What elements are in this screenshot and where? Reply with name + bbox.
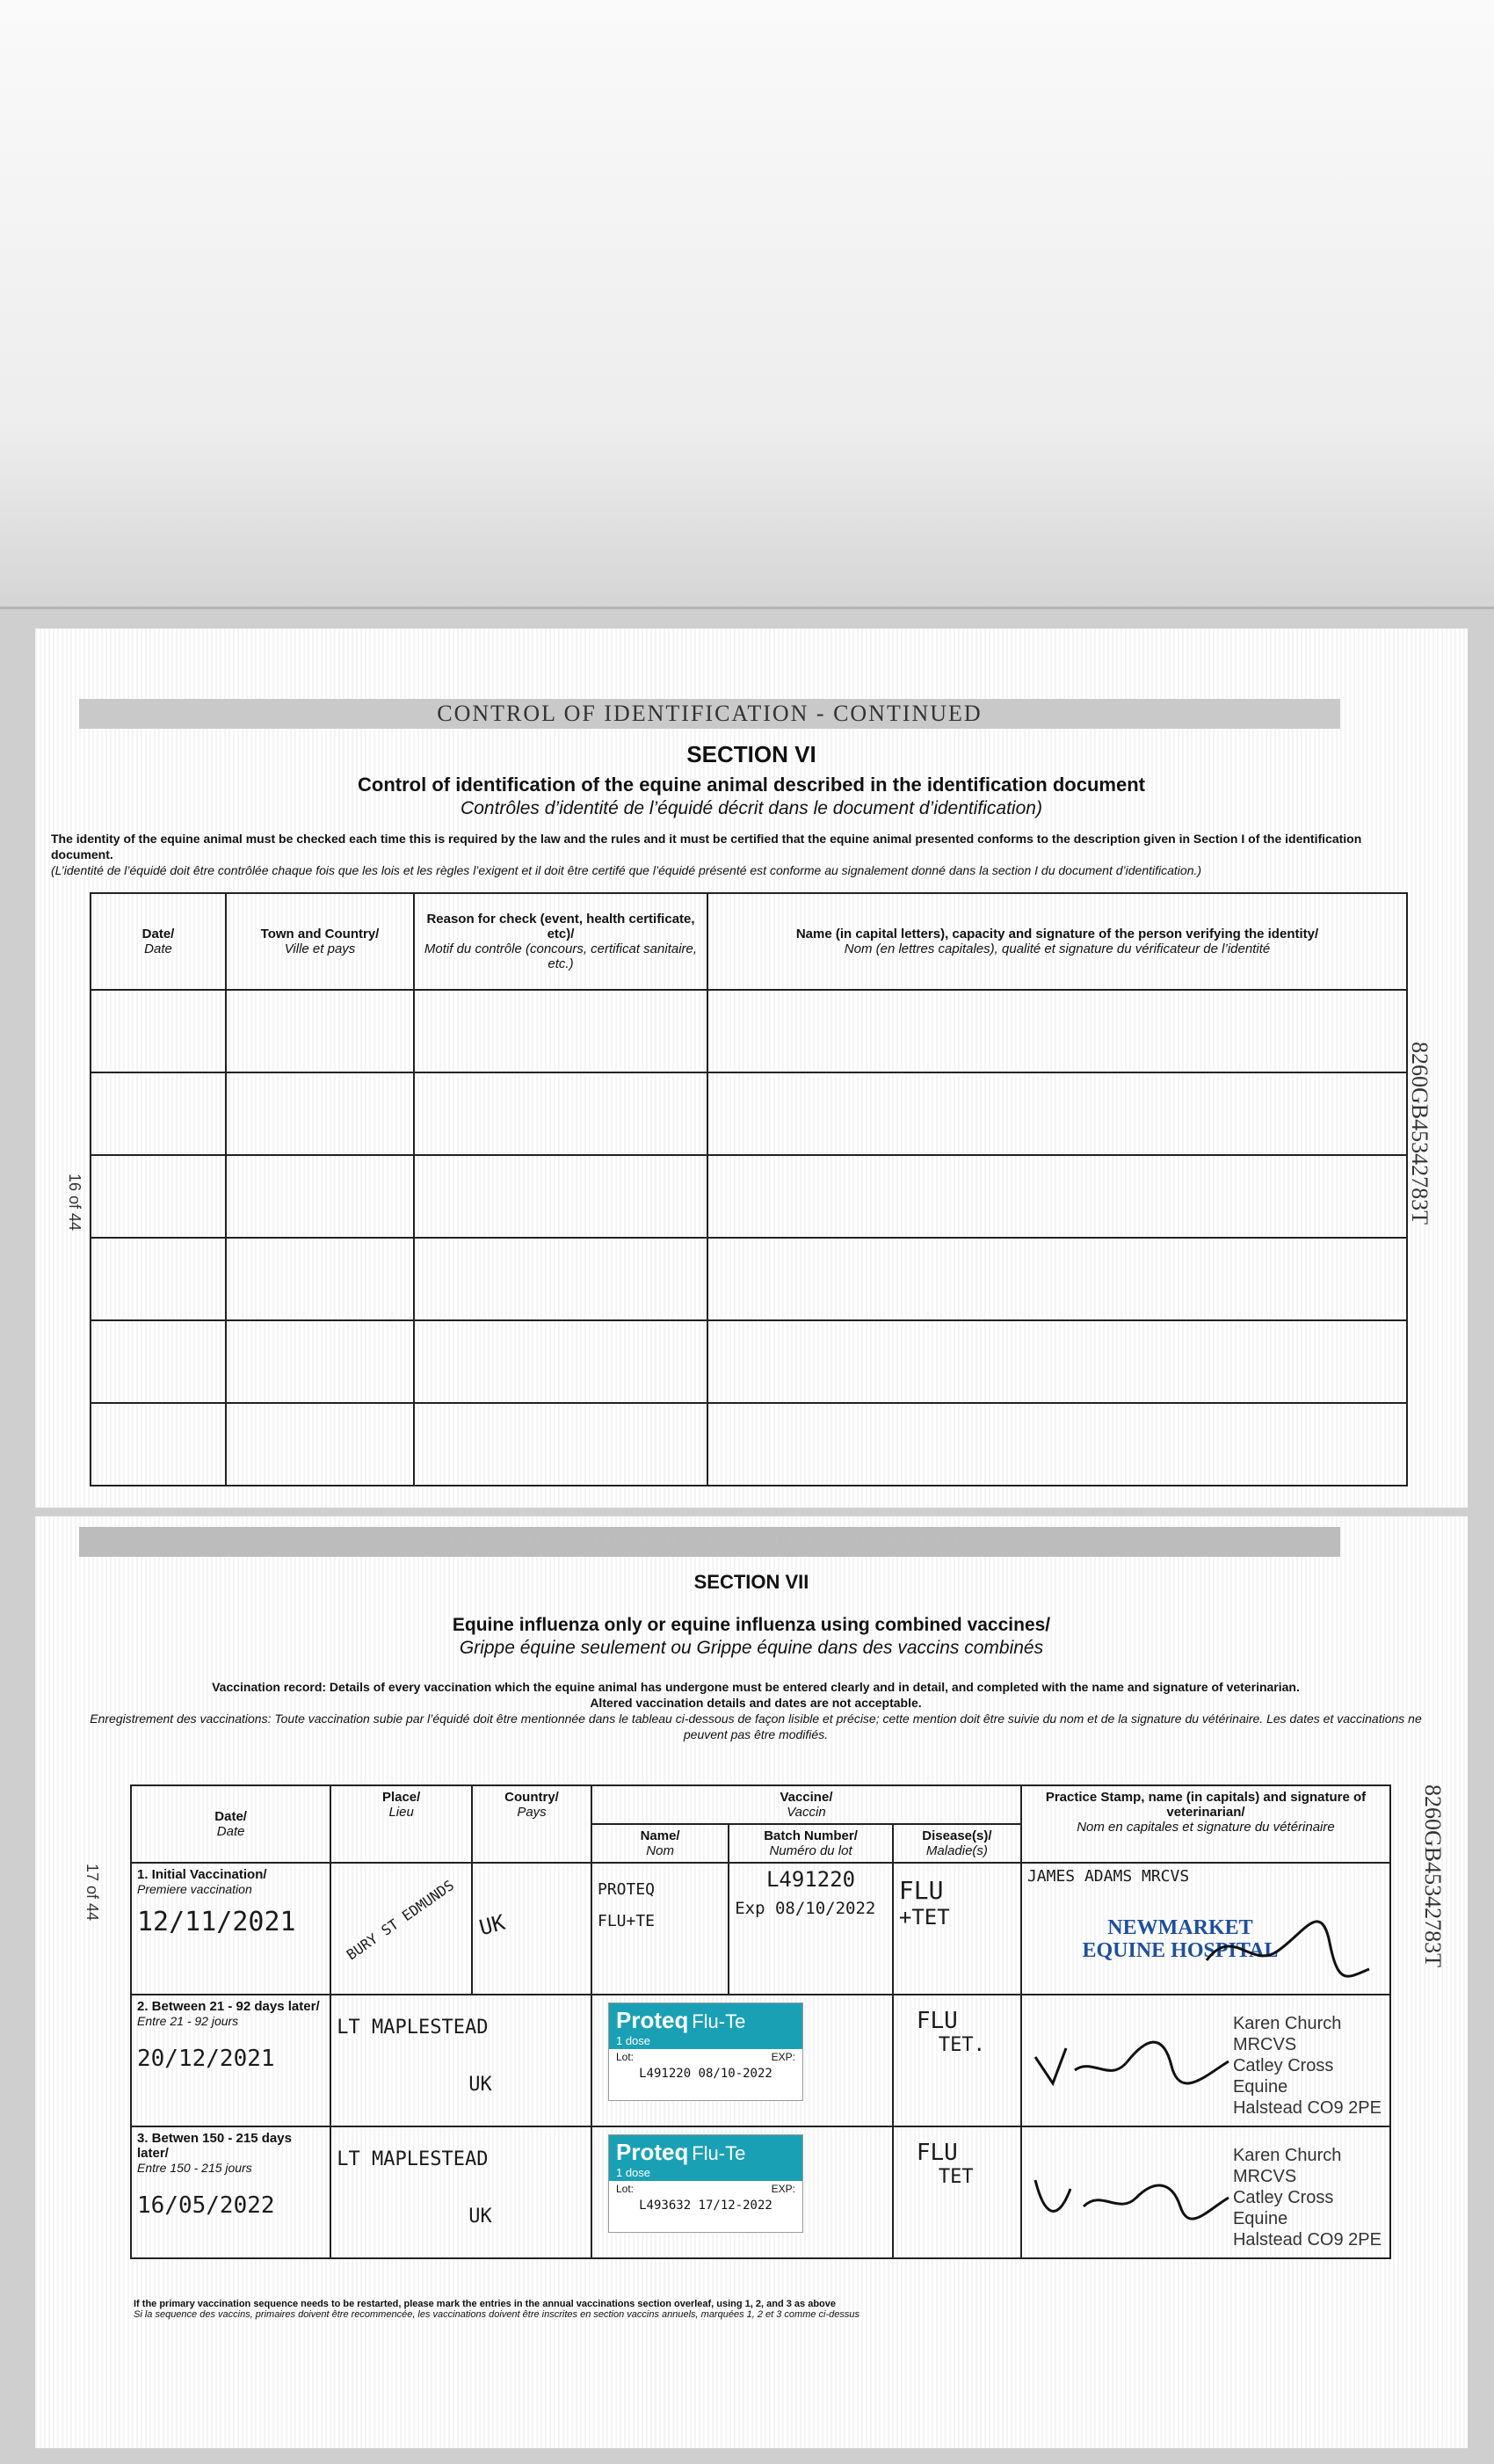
scanner-background xyxy=(0,0,1494,615)
identity-check-table xyxy=(90,892,1408,1486)
place-value: LT MAPLESTEAD xyxy=(337,2148,489,2170)
practice-stamp: NEWMARKET EQUINE HOSPITAL xyxy=(1082,1916,1279,1962)
passport-number: 8260GB45342783T xyxy=(1407,1042,1432,1225)
cell[interactable] xyxy=(707,1403,1407,1486)
signature-mark xyxy=(1031,2162,1233,2233)
header-place: Place/ Lieu xyxy=(330,1785,472,1863)
header-vaccine: Vaccine/ Vaccin xyxy=(591,1785,1021,1824)
vaccination-date: 16/05/2022 xyxy=(137,2192,275,2219)
country-cell[interactable] xyxy=(472,1863,591,1995)
intro-text xyxy=(79,1679,1432,1742)
intro-en: Vaccination record: Details of every vaccination which the equine animal has undergone must be entered clearly and in detail, and completed with the name and signature of veterinarian. xyxy=(212,1680,1300,1694)
cell[interactable] xyxy=(91,1155,226,1238)
cell[interactable] xyxy=(414,1238,707,1320)
header-vaccine-name: Name/ Nom xyxy=(591,1824,729,1863)
vaccine-name-cell[interactable] xyxy=(591,1863,729,1995)
cell[interactable] xyxy=(91,1403,226,1486)
place-value: LT MAPLESTEAD xyxy=(337,2017,489,2039)
vaccine-sticker xyxy=(608,2002,803,2101)
sticker-header xyxy=(609,2003,802,2049)
header-date: Date/ Date xyxy=(91,893,226,990)
cell[interactable] xyxy=(91,1238,226,1320)
disease-1: FLU xyxy=(898,1876,944,1905)
vaccination-table xyxy=(130,1784,1391,2259)
disease-cell[interactable] xyxy=(893,1863,1021,1995)
place-cell[interactable] xyxy=(330,1863,472,1995)
intro-en-2: Altered vaccination details and dates are not acceptable. xyxy=(590,1696,922,1710)
section-heading: SECTION VII xyxy=(693,1571,809,1593)
country-value: UK xyxy=(476,1909,508,1941)
table-row xyxy=(91,1238,1407,1320)
vaccine-label-cell[interactable] xyxy=(591,1995,893,2126)
table-row xyxy=(131,2126,1390,2258)
row-label: 1. Initial Vaccination/ Premiere vaccination xyxy=(137,1867,267,1896)
date-cell[interactable] xyxy=(131,1995,330,2126)
page-banner: VACCINATIONS OR ADOPTING EQUINE INFLUENZA xyxy=(79,1527,1340,1557)
sticker-values: L493632 17/12-2022 xyxy=(639,2199,772,2213)
stamp-cell[interactable] xyxy=(1021,1863,1390,1995)
vet-name: JAMES ADAMS MRCVS xyxy=(1026,1867,1190,1886)
sticker-dose: 1 dose xyxy=(615,2166,651,2179)
cell[interactable] xyxy=(414,1320,707,1403)
vaccine-name-2: FLU+TE xyxy=(597,1912,656,1930)
place-country-cell[interactable] xyxy=(330,2126,591,2258)
header-stamp: Practice Stamp, name (in capitals) and signature of veterinarian/ Nom en capitales et signature du vétérinaire xyxy=(1021,1785,1390,1863)
sticker-brand: Proteq xyxy=(615,2139,689,2165)
table-row xyxy=(91,1155,1407,1238)
disease-cell[interactable] xyxy=(893,1995,1021,2126)
disease-cell[interactable] xyxy=(893,2126,1021,2258)
sticker-dose: 1 dose xyxy=(615,2034,651,2047)
country-value: UK xyxy=(468,2206,492,2228)
vaccine-label-cell[interactable] xyxy=(591,2126,893,2258)
disease-2: TET. xyxy=(938,2034,985,2056)
page-banner: CONTROL OF IDENTIFICATION - CONTINUED xyxy=(79,699,1340,729)
intro-fr: (L’identité de l’équidé doit être contrôlée chaque fois que les lois et les règles l’exigent et il doit être certifé que l’équidé présenté est conforme au signalement donné dans la section I du document d’identification.) xyxy=(51,863,1202,877)
table-row xyxy=(91,1072,1407,1155)
table-header-row xyxy=(91,893,1407,990)
place-value: BURY ST EDMUNDS xyxy=(344,1876,458,1964)
country-value: UK xyxy=(468,2074,492,2096)
vaccination-date: 20/12/2021 xyxy=(137,2046,275,2072)
table-row xyxy=(131,1995,1390,2126)
header-town: Town and Country/ Ville et pays xyxy=(226,893,414,990)
batch-cell[interactable] xyxy=(729,1863,893,1995)
cell[interactable] xyxy=(414,1403,707,1486)
cell[interactable] xyxy=(226,990,414,1072)
sticker-product: Flu-Te xyxy=(692,2010,746,2032)
table-header-row xyxy=(131,1785,1390,1824)
cell[interactable] xyxy=(414,990,707,1072)
page-section-vii xyxy=(35,1516,1468,2448)
header-reason: Reason for check (event, health certificate, etc)/ Motif du contrôle (concours, certificat sanitaire, etc.) xyxy=(414,893,707,990)
disease-1: FLU xyxy=(916,2008,958,2034)
vaccine-sticker xyxy=(608,2134,803,2233)
footer-en: If the primary vaccination sequence needs to be restarted, please mark the entries in the annual vaccinations section overleaf, using 1, 2, and 3 as above xyxy=(134,2299,837,2309)
batch-expiry: Exp 08/10/2022 xyxy=(735,1899,876,1918)
sticker-values: L491220 08/10-2022 xyxy=(639,2067,772,2081)
cell[interactable] xyxy=(707,1238,1407,1320)
date-cell[interactable] xyxy=(131,1863,330,1995)
cell[interactable] xyxy=(707,1155,1407,1238)
section-title-fr: Grippe équine seulement ou Grippe équine dans des vaccins combinés xyxy=(459,1638,1044,1658)
intro-text xyxy=(51,831,1369,878)
page-number: 17 of 44 xyxy=(83,1864,101,1922)
sticker-meta: Lot: EXP: xyxy=(615,2183,795,2195)
section-heading: SECTION VI xyxy=(686,741,816,767)
disease-2: +TET xyxy=(898,1905,950,1930)
sticker-meta: Lot: EXP: xyxy=(615,2051,795,2063)
cell[interactable] xyxy=(226,1403,414,1486)
header-disease: Disease(s)/ Maladie(s) xyxy=(893,1824,1021,1863)
cell[interactable] xyxy=(91,1320,226,1403)
cell[interactable] xyxy=(707,1320,1407,1403)
page-section-vi xyxy=(35,629,1468,1508)
row-label: 3. Betwen 150 - 215 days later/ Entre 150 - 215 jours xyxy=(137,2131,292,2175)
vaccine-name: PROTEQ xyxy=(597,1880,656,1899)
vet-stamp: Karen Church MRCVS Catley Cross Equine Halstead CO9 2PE xyxy=(1232,2146,1382,2250)
section-title: Equine influenza only or equine influenza using combined vaccines/ xyxy=(452,1615,1051,1635)
vet-stamp: Karen Church MRCVS Catley Cross Equine Halstead CO9 2PE xyxy=(1232,2014,1382,2118)
disease-1: FLU xyxy=(916,2140,958,2166)
cell[interactable] xyxy=(414,1155,707,1238)
stamp-cell[interactable] xyxy=(1021,1995,1390,2126)
date-cell[interactable] xyxy=(131,2126,330,2258)
sticker-header xyxy=(609,2135,802,2181)
passport-number: 8260GB45342783T xyxy=(1420,1784,1446,1967)
header-name: Name (in capital letters), capacity and signature of the person verifying the identity/ Nom (en lettres capitales), qualité et signature du vérificateur de l’identité xyxy=(707,893,1407,990)
cell[interactable] xyxy=(226,1238,414,1320)
batch-number: L491220 xyxy=(765,1867,856,1892)
section-title: Control of identification of the equine animal described in the identification document xyxy=(358,774,1145,796)
intro-en: The identity of the equine animal must be checked each time this is required by the law and the rules and it must be certified that the equine animal presented conforms to the description given in Section I of the identification document. xyxy=(51,832,1362,861)
table-row xyxy=(91,1403,1407,1486)
footer-fr: Si la sequence des vaccins, primaires doivent être recommencée, les vaccinations doivent être inscrites en section vaccins annuels, marquées 1, 2 et 3 comme ci-dessus xyxy=(134,2309,860,2320)
cell[interactable] xyxy=(707,1072,1407,1155)
stamp-cell[interactable] xyxy=(1021,2126,1390,2258)
disease-2: TET xyxy=(938,2166,974,2188)
cell[interactable] xyxy=(91,1072,226,1155)
place-country-cell[interactable] xyxy=(330,1995,591,2126)
cell[interactable] xyxy=(91,990,226,1072)
cell[interactable] xyxy=(226,1072,414,1155)
footer-note xyxy=(134,2299,1399,2320)
intro-fr: Enregistrement des vaccinations: Toute vaccination subie par l’équidé doit être mentionnée dans le tableau ci-dessous de façon lisible et précise; cette mention doit être suivie du nom et de la signature du vétérinaire. Les dates et vaccinations ne peuvent pas être modifiés. xyxy=(90,1712,1422,1741)
table-row xyxy=(91,1320,1407,1403)
row-label: 2. Between 21 - 92 days later/ Entre 21 - 92 jours xyxy=(137,1999,320,2028)
cell[interactable] xyxy=(226,1155,414,1238)
section-title-fr: Contrôles d’identité de l’équidé décrit dans le document d’identification) xyxy=(461,798,1042,818)
header-batch: Batch Number/ Numéro du lot xyxy=(729,1824,893,1863)
header-country: Country/ Pays xyxy=(472,1785,591,1863)
signature-mark xyxy=(1198,1890,1374,1987)
signature-mark xyxy=(1031,2022,1233,2101)
table-row xyxy=(131,1863,1390,1995)
sticker-product: Flu-Te xyxy=(692,2142,746,2164)
header-date: Date/ Date xyxy=(131,1785,330,1863)
cell[interactable] xyxy=(414,1072,707,1155)
table-row xyxy=(91,990,1407,1072)
sticker-brand: Proteq xyxy=(615,2007,689,2033)
cell[interactable] xyxy=(707,990,1407,1072)
vaccination-date: 12/11/2021 xyxy=(137,1907,296,1937)
cell[interactable] xyxy=(226,1320,414,1403)
page-number: 16 of 44 xyxy=(66,1174,83,1232)
